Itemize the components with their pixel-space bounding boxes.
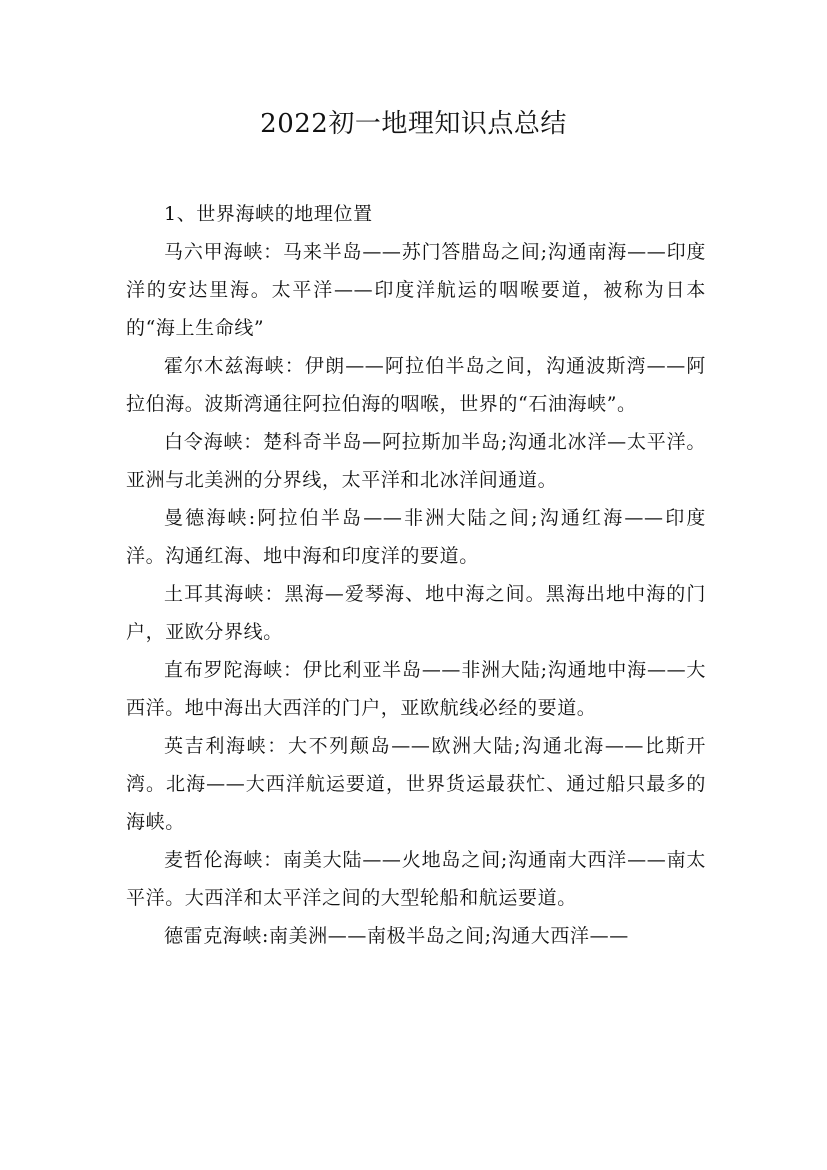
page-title: 2022初一地理知识点总结 bbox=[260, 109, 567, 139]
paragraph-gibraltar-strait: 直布罗陀海峡：伊比利亚半岛——非洲大陆;沟通地中海——大西洋。地中海出大西洋的门户，亚欧航线必经的要道。 bbox=[126, 659, 706, 719]
paragraph-turkish-straits: 土耳其海峡：黑海—爱琴海、地中海之间。黑海出地中海的门户，亚欧分界线。 bbox=[126, 583, 706, 643]
paragraph-magellan-strait: 麦哲伦海峡：南美大陆——火地岛之间;沟通南大西洋——南太平洋。大西洋和太平洋之间的大型轮船和航运要道。 bbox=[126, 849, 706, 909]
paragraph-english-channel: 英吉利海峡：大不列颠岛——欧洲大陆;沟通北海——比斯开湾。北海——大西洋航运要道，世界货运最获忙、通过船只最多的海峡。 bbox=[126, 735, 706, 833]
paragraph-malacca-strait: 马六甲海峡：马来半岛——苏门答腊岛之间;沟通南海——印度洋的安达里海。太平洋——印度洋航运的咽喉要道，被称为日本的“海上生命线” bbox=[126, 241, 706, 339]
paragraph-hormuz-strait: 霍尔木兹海峡：伊朗——阿拉伯半岛之间，沟通波斯湾——阿拉伯海。波斯湾通往阿拉伯海的咽喉，世界的“石油海峡”。 bbox=[126, 355, 706, 415]
document-body bbox=[126, 195, 706, 955]
paragraph-bering-strait: 白令海峡：楚科奇半岛—阿拉斯加半岛;沟通北冰洋—太平洋。亚洲与北美洲的分界线，太平洋和北冰洋间通道。 bbox=[126, 431, 706, 491]
section-heading: 1、世界海峡的地理位置 bbox=[164, 203, 373, 225]
paragraph-mandeb-strait: 曼德海峡:阿拉伯半岛——非洲大陆之间;沟通红海——印度洋。沟通红海、地中海和印度洋的要道。 bbox=[126, 507, 706, 567]
paragraph-drake-passage: 德雷克海峡:南美洲——南极半岛之间;沟通大西洋—— bbox=[164, 925, 629, 947]
